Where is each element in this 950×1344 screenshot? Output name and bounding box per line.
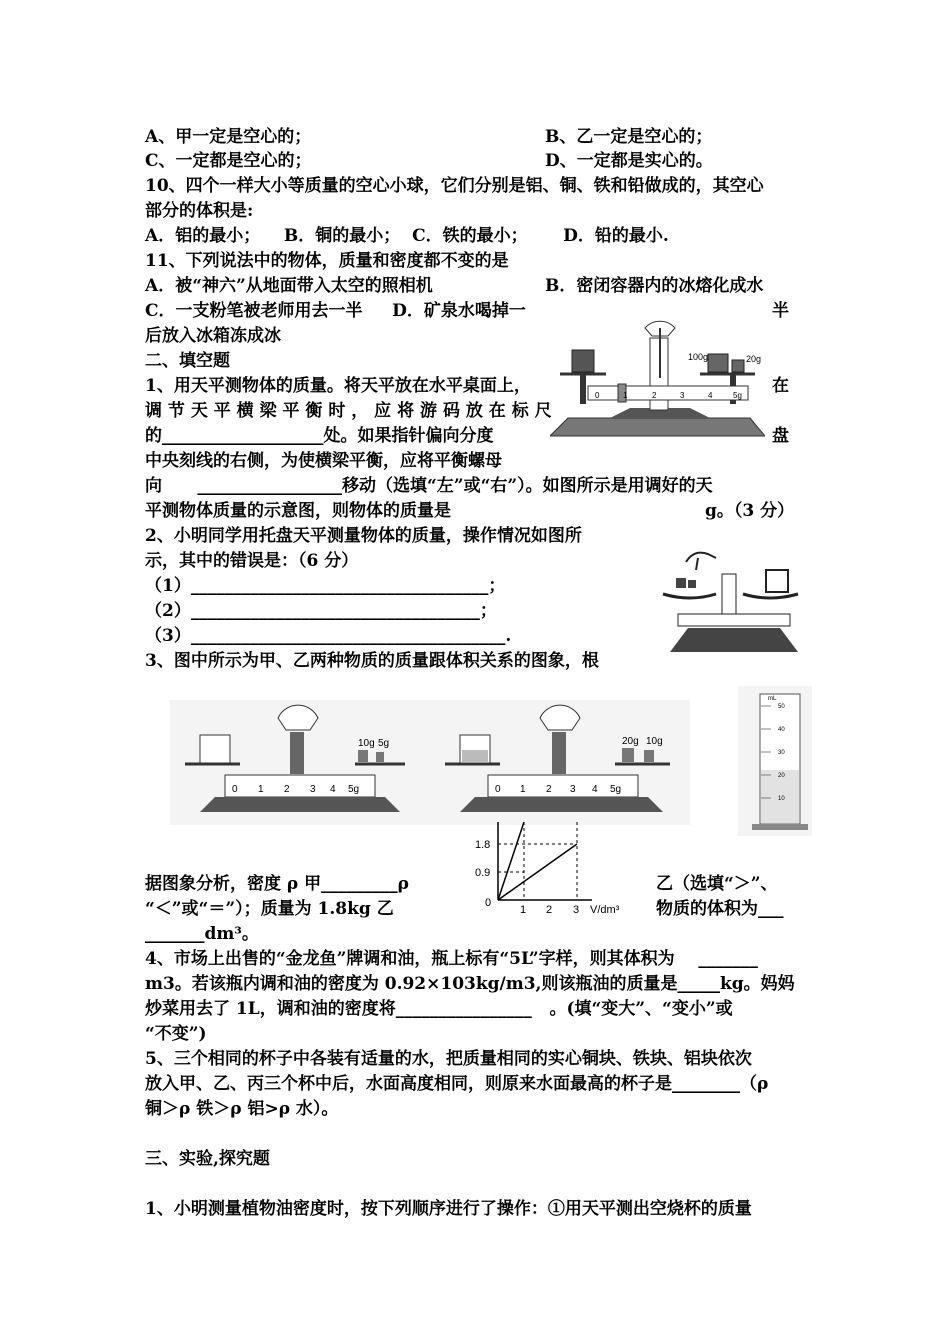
fill-q4-line3: 炒菜用去了 1L，调和油的密度将________________ 。(填“变大”、“变小”或 (145, 999, 733, 1019)
weight-20g-label: 20g (746, 354, 762, 364)
fill-q2-blank-3: （3）_____________________________________. (145, 626, 512, 646)
fill-q4: 4、市场上出售的“金龙鱼”牌调和油，瓶上标有“5L”字样，则其体积为 _______ (145, 949, 758, 969)
graduated-cylinder (738, 686, 812, 836)
fill-q4-line2: m3。若该瓶内调和油的密度为 0.92×103kg/m3,则该瓶油的质量是_____kg。妈妈 (145, 974, 795, 994)
fill-q5: 5、三个相同的杯子中各装有适量的水，把质量相同的实心铜块、铁块、铝块依次 (145, 1049, 752, 1069)
weight-10g-left: 10g (358, 738, 375, 749)
question-10-cont: 部分的体积是: (145, 201, 254, 221)
left-scale-3: 3 (310, 784, 316, 795)
question-11-option-b: B．密闭容器内的冰熔化成水 (545, 276, 764, 296)
fill-q3-line2: 据图象分析，密度 ρ 甲_________ρ (145, 874, 409, 894)
scale-5g: 5g (733, 391, 742, 400)
fill-q5-line2: 放入甲、乙、丙三个杯中后，水面高度相同，则原来水面最高的杯子是________（ρ (145, 1074, 769, 1094)
left-scale-1: 1 (258, 784, 264, 795)
question-11-option-a: A．被“神六”从地面带入太空的照相机 (145, 276, 433, 296)
fill-q3: 3、图中所示为甲、乙两种物质的质量跟体积关系的图象，根 (145, 651, 599, 671)
scale-2: 2 (652, 391, 657, 400)
right-scale-4: 4 (592, 784, 598, 795)
graph-x-label: V/dm³ (590, 904, 620, 916)
scale-3: 3 (680, 391, 685, 400)
fill-q2-blank-2: （2）__________________________________； (145, 601, 497, 621)
question-10: 10、四个一样大小等质量的空心小球，它们分别是铝、铜、铁和铅做成的，其空心 (145, 176, 764, 196)
exp-q1: 1、小明测量植物油密度时，按下列顺序进行了操作：①用天平测出空烧杯的质量 (145, 1199, 752, 1219)
question-11-option-d-end: 半 (772, 301, 789, 321)
fill-q4-line4: “不变”) (145, 1024, 207, 1044)
left-scale-4: 4 (330, 784, 336, 795)
cyl-20: 20 (778, 773, 785, 779)
cyl-10: 10 (778, 796, 785, 802)
cyl-50: 50 (778, 704, 785, 710)
fill-q3-line2-end: 乙（选填“＞”、 (656, 874, 778, 894)
fill-q1-line5: 向 _________________移动（选填“左”或“右”）。如图所示是用调好的天 (145, 476, 713, 496)
graph-x-2: 2 (546, 904, 553, 916)
question-11: 11、下列说法中的物体，质量和密度都不变的是 (145, 251, 509, 271)
cyl-40: 40 (778, 727, 785, 733)
fill-q1-score: g。（3 分） (705, 501, 795, 521)
fill-q5-line3: 铜＞ρ 铁＞ρ 铝>ρ 水）。 (145, 1099, 339, 1119)
right-scale-0: 0 (495, 784, 501, 795)
option-a: A、甲一定是空心的； (145, 127, 312, 147)
scale-4: 4 (708, 391, 713, 400)
question-10-options: A．铝的最小； B．铜的最小； C．铁的最小； D．铅的最小. (145, 226, 669, 246)
question-11-option-d-cont: 后放入冰箱冻成冰 (145, 326, 281, 346)
question-11-option-cd: C．一支粉笔被老师用去一半 D．矿泉水喝掉一 (145, 301, 526, 321)
section-3-heading: 三、实验,探究题 (145, 1149, 270, 1169)
right-scale-3: 3 (570, 784, 576, 795)
option-b: B、乙一定是空心的； (545, 127, 713, 147)
balance-figure-1 (550, 318, 765, 440)
graph-x-3: 3 (573, 904, 580, 916)
balance-figure-3 (170, 700, 690, 825)
fill-q2-blank-1: （1）___________________________________； (145, 576, 506, 596)
fill-q3-line3-end: 物质的体积为___ (656, 899, 784, 919)
fill-q2-cont: 示，其中的错误是：（6 分） (145, 551, 359, 571)
fill-q1-line3-end: 盘 (772, 426, 789, 446)
graph-origin: 0 (485, 897, 492, 909)
fill-q3-line3: “＜”或“＝”）；质量为 1.8kg 乙 (145, 899, 394, 919)
left-scale-0: 0 (232, 784, 238, 795)
weight-10g-right: 10g (646, 736, 663, 747)
mass-volume-graph (472, 822, 644, 917)
graph-y-0.9: 0.9 (475, 867, 491, 879)
right-scale-5g: 5g (610, 784, 622, 795)
fill-q2: 2、小明同学用托盘天平测量物体的质量，操作情况如图所 (145, 526, 582, 546)
balance-figure-2 (658, 544, 808, 659)
graph-y-1.8: 1.8 (475, 839, 491, 851)
weight-100g-label: 100g (688, 352, 709, 362)
scale-0: 0 (595, 391, 600, 400)
cyl-unit: mL (768, 696, 777, 702)
fill-q3-line4: _______dm³。 (145, 924, 259, 944)
fill-q1-end: 在 (772, 376, 789, 396)
graph-x-1: 1 (520, 904, 527, 916)
fill-q1-line6: 平测物体质量的示意图，则物体的质量是 (145, 501, 451, 521)
fill-q1: 1、用天平测物体的质量。将天平放在水平桌面上， (145, 376, 531, 396)
section-2-heading: 二、填空题 (145, 351, 230, 371)
right-scale-2: 2 (546, 784, 552, 795)
fill-q1-line3: 的___________________处。如果指针偏向分度 (145, 426, 494, 446)
fill-q1-line2: 调 节 天 平 横 梁 平 衡 时 ， 应 将 游 码 放 在 标 尺 (145, 401, 552, 421)
left-scale-2: 2 (284, 784, 290, 795)
option-c: C、一定都是空心的； (145, 151, 312, 171)
left-scale-5g: 5g (348, 784, 360, 795)
fill-q1-line4: 中央刻线的右侧，为使横梁平衡，应将平衡螺母 (145, 451, 502, 471)
weight-20g-right: 20g (622, 736, 639, 747)
weight-5g-left: 5g (378, 738, 390, 749)
scale-1: 1 (623, 391, 628, 400)
option-d: D、一定都是实心的。 (545, 151, 713, 171)
cyl-30: 30 (778, 750, 785, 756)
right-scale-1: 1 (520, 784, 526, 795)
